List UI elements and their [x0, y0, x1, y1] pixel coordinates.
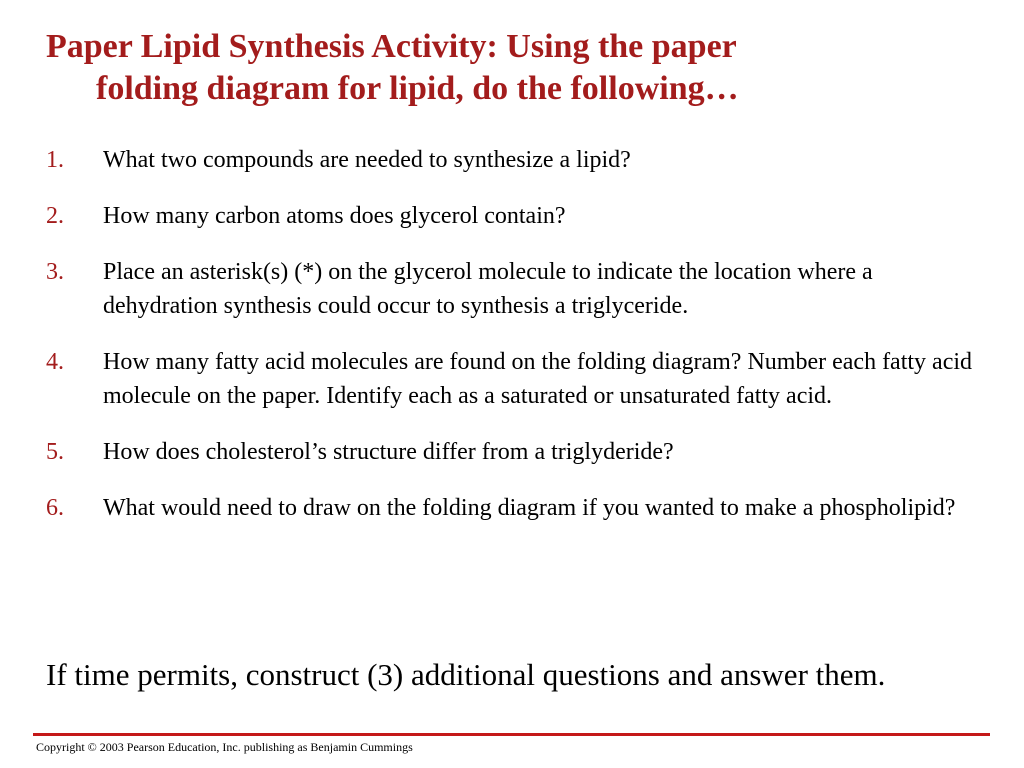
question-text: What two compounds are needed to synthesize a lipid?: [103, 147, 631, 173]
question-text: How many fatty acid molecules are found on the folding diagram? Number each fatty acid molecule on the paper. Identify each as a saturated or unsaturated fatty acid.: [103, 349, 973, 409]
question-item-3: [46, 255, 976, 323]
question-text: How many carbon atoms does glycerol contain?: [103, 203, 566, 229]
question-item-5: [46, 435, 976, 469]
slide-title: [46, 26, 926, 110]
question-number: 2.: [46, 203, 64, 229]
question-number: 5.: [46, 439, 64, 465]
question-text: Place an asterisk(s) (*) on the glycerol molecule to indicate the location where a dehydration synthesis could occur to synthesis a triglyceride.: [103, 259, 873, 319]
question-list: [46, 143, 976, 547]
question-number: 1.: [46, 147, 64, 173]
question-number: 4.: [46, 349, 64, 375]
copyright-notice: Copyright © 2003 Pearson Education, Inc. publishing as Benjamin Cummings: [36, 740, 413, 754]
question-item-1: [46, 143, 976, 177]
slide-title-line-1: Paper Lipid Synthesis Activity: Using the paper: [46, 28, 737, 65]
question-text: How does cholesterol’s structure differ from a triglyderide?: [103, 439, 674, 465]
slide-title-line-2: folding diagram for lipid, do the following…: [96, 70, 739, 107]
question-number: 3.: [46, 259, 64, 285]
question-text: What would need to draw on the folding diagram if you wanted to make a phospholipid?: [103, 495, 956, 521]
footer-divider: [33, 733, 990, 736]
question-number: 6.: [46, 495, 64, 521]
question-item-4: [46, 345, 976, 413]
question-item-2: [46, 199, 976, 233]
question-item-6: [46, 491, 976, 525]
closing-note: If time permits, construct (3) additional questions and answer them.: [46, 657, 886, 692]
